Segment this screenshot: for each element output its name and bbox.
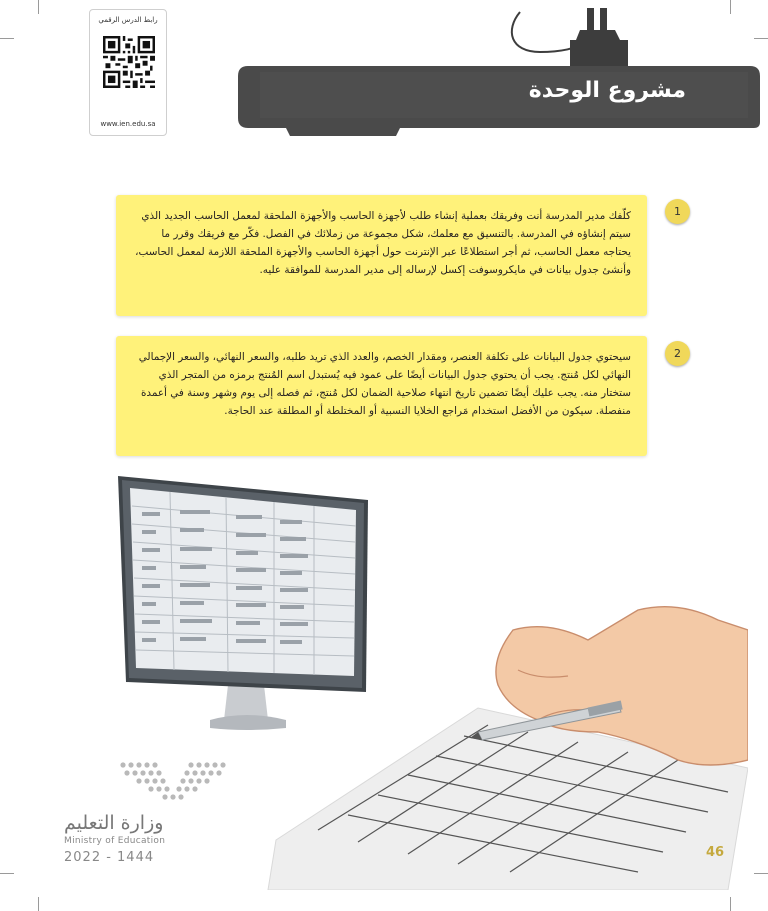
ministry-logo-icon [113,757,233,805]
crop-mark [0,873,14,874]
page-title: مشروع الوحدة [528,78,686,103]
task-number-badge-1: 1 [665,199,690,224]
task-card-2 [116,336,647,456]
ministry-name-arabic: وزارة التعليم [64,812,164,834]
unit-title-banner [220,0,768,140]
crop-mark [730,897,731,911]
qr-code-icon[interactable] [103,36,155,88]
task-number-badge-2: 2 [665,341,690,366]
task-text-2: سيحتوي جدول البيانات على تكلفة العنصر، ومقدار الخصم، والعدد الذي تريد طلبه، والسعر النهائي، والسعر الإجمالي النهائي لكل مُنتج. يجب أن يحتوي جدول البيانات أيضًا على عمود فيه يُستبدل اسم المُنتج برمزه من المتجر الذي ستختار منه. يجب عليك أيضًا تضمين تاريخ انتهاء صلاحية الضمان لكل مُنتج، ثم فصله إلى يوم وشهر وسنة في أعمدة منفصلة. سيكون من الأفضل استخدام مَراجع الخلايا النسبية أو المختلطة أو المطلقة عند الحاجة. [138,351,631,417]
crop-mark [38,897,39,911]
qr-card[interactable] [89,9,167,136]
monitor-icon [118,476,368,692]
ministry-name-english: Ministry of Education [64,836,166,846]
crop-mark [38,0,39,14]
spreadsheet-illustration [118,470,748,890]
task-text-1: كلّفك مدير المدرسة أنت وفريقك بعملية إنشاء طلب لأجهزة الحاسب والأجهزة الملحقة لمعمل الحاسب الجديد الذي سيتم إنشاؤه في المدرسة. بالتنسيق مع معلمك، شكل مجموعة من زملائك في الفصل. فكّر مع فريقك وقرر ما يحتاجه معمل الحاسب، ثم أجر استطلاعًا عبر الإنترنت حول أجهزة الحاسب والأجهزة الملحقة اللازمة لمعمل الحاسب، وأنشئ جدول بيانات في مايكروسوفت إكسل لإرساله إلى مدير المدرسة للموافقة عليه. [135,210,631,276]
monitor-stand-icon [210,685,286,730]
qr-url[interactable]: www.ien.edu.sa [100,120,156,128]
edition-year: 2022 - 1444 [64,850,155,865]
banner-graphic [220,0,768,140]
page-number: 46 [706,845,725,860]
qr-label: رابط الدرس الرقمي [98,16,158,24]
crop-mark [0,38,14,39]
crop-mark [754,873,768,874]
task-card-1 [116,195,647,316]
